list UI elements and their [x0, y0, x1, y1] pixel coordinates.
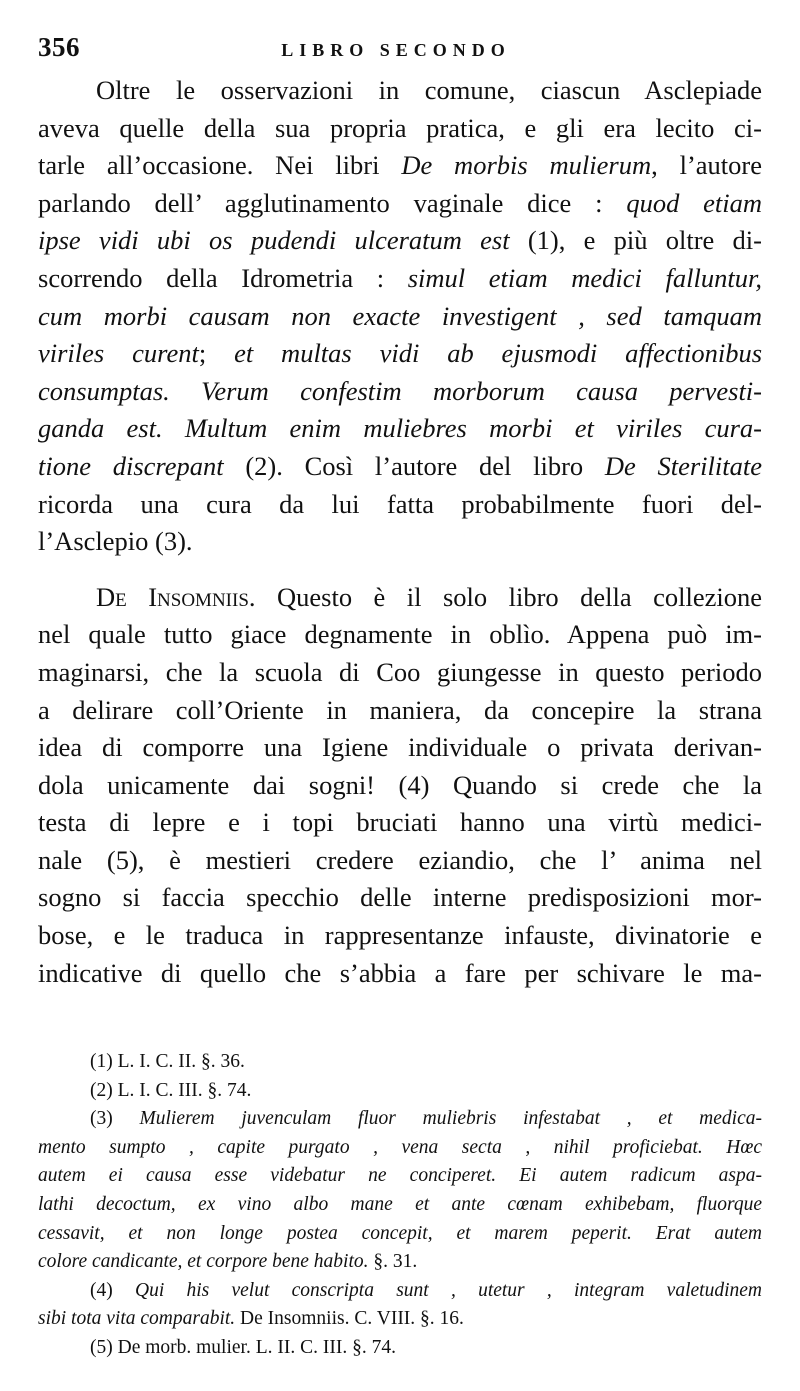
- text-line: l’Asclepio (3).: [38, 526, 193, 557]
- page: [38, 32, 762, 992]
- footnote-line: (1) L. I. C. II. §. 36.: [90, 1051, 245, 1072]
- footnote-line: sibi tota vita comparabit. De Insomniis. C. VIII. §. 16.: [38, 1308, 464, 1330]
- text-line: a delirare coll’Oriente in maniera, da concepire la strana: [38, 694, 762, 725]
- text-line: aveva quelle della sua propria pratica, e gli era lecito ci-: [38, 112, 762, 143]
- footnote-2: [38, 1077, 762, 1106]
- text-line: scorrendo della Idrometria : simul etiam medici falluntur,: [38, 262, 763, 293]
- footnote-1: [38, 1048, 762, 1077]
- page-number: 356: [38, 32, 80, 62]
- footnote-3: [38, 1105, 762, 1277]
- text-line: nale (5), è mestieri credere eziandio, che l’ anima nel: [38, 844, 762, 875]
- footnote-line: autem ei causa esse videbatur ne conciperet. Ei autem radicum aspa-: [38, 1165, 762, 1187]
- footnotes: [38, 1048, 762, 1363]
- text-line: nel quale tutto giace degnamente in oblìo. Appena può im-: [38, 619, 762, 650]
- paragraph-1: [38, 72, 762, 561]
- footnote-4: [38, 1277, 762, 1334]
- text-line: cum morbi causam non exacte investigent , sed tamquam: [38, 300, 762, 331]
- text-line: ipse vidi ubi os pudendi ulceratum est (1), e più oltre di-: [38, 225, 762, 256]
- page-header: [38, 32, 762, 72]
- running-head: LIBRO SECONDO: [281, 40, 511, 60]
- text-line: ganda est. Multum enim muliebres morbi et viriles cura-: [38, 413, 762, 444]
- footnote-line: (3) Mulierem juvenculam fluor muliebris infestabat , et medica-: [90, 1108, 762, 1130]
- footnote-line: (2) L. I. C. III. §. 74.: [90, 1079, 252, 1101]
- text-line: indicative di quello che s’abbia a fare per schivare le ma-: [38, 957, 762, 988]
- text-line: consumptas. Verum confestim morborum causa pervesti-: [38, 375, 762, 406]
- text-line: De Insomniis. Questo è il solo libro della collezione: [96, 581, 762, 612]
- text-line: Oltre le osservazioni in comune, ciascun Asclepiade: [96, 75, 762, 105]
- text-line: testa di lepre e i topi bruciati hanno una virtù medici-: [38, 807, 762, 838]
- section-heading: De Insomniis.: [96, 581, 256, 612]
- text-line: tione discrepant (2). Così l’autore del libro De Sterilitate: [38, 450, 762, 481]
- footnote-line: (5) De morb. mulier. L. II. C. III. §. 74.: [90, 1336, 396, 1358]
- footnote-line: mento sumpto , capite purgato , vena secta , nihil proficiebat. Hœc: [38, 1136, 762, 1158]
- text-line: bose, e le traduca in rappresentanze infauste, divinatorie e: [38, 920, 762, 951]
- text-line: sogno si faccia specchio delle interne predisposizioni mor-: [38, 882, 762, 913]
- text-line: ricorda una cura da lui fatta probabilmente fuori del-: [38, 488, 762, 519]
- footnote-line: colore candicante, et corpore bene habito. §. 31.: [38, 1251, 418, 1273]
- text-line: viriles curent; et multas vidi ab ejusmodi affectionibus: [38, 338, 763, 369]
- footnote-5: [38, 1334, 762, 1363]
- text-line: parlando dell’ agglutinamento vaginale dice : quod etiam: [38, 187, 763, 218]
- text-line: maginarsi, che la scuola di Coo giungesse in questo periodo: [38, 656, 762, 687]
- text-line: dola unicamente dai sogni! (4) Quando si crede che la: [38, 769, 762, 800]
- text-line: idea di comporre una Igiene individuale o privata derivan-: [38, 732, 762, 763]
- text-line: tarle all’occasione. Nei libri De morbis mulierum, l’autore: [38, 150, 762, 181]
- paragraph-2: [38, 579, 762, 993]
- footnote-line: cessavit, et non longe postea concepit, et marem peperit. Erat autem: [38, 1222, 762, 1244]
- footnote-line: lathi decoctum, ex vino albo mane et ante cœnam exhibebam, fluorque: [38, 1193, 762, 1215]
- footnote-line: (4) Qui his velut conscripta sunt , utetur , integram valetudinem: [90, 1279, 762, 1301]
